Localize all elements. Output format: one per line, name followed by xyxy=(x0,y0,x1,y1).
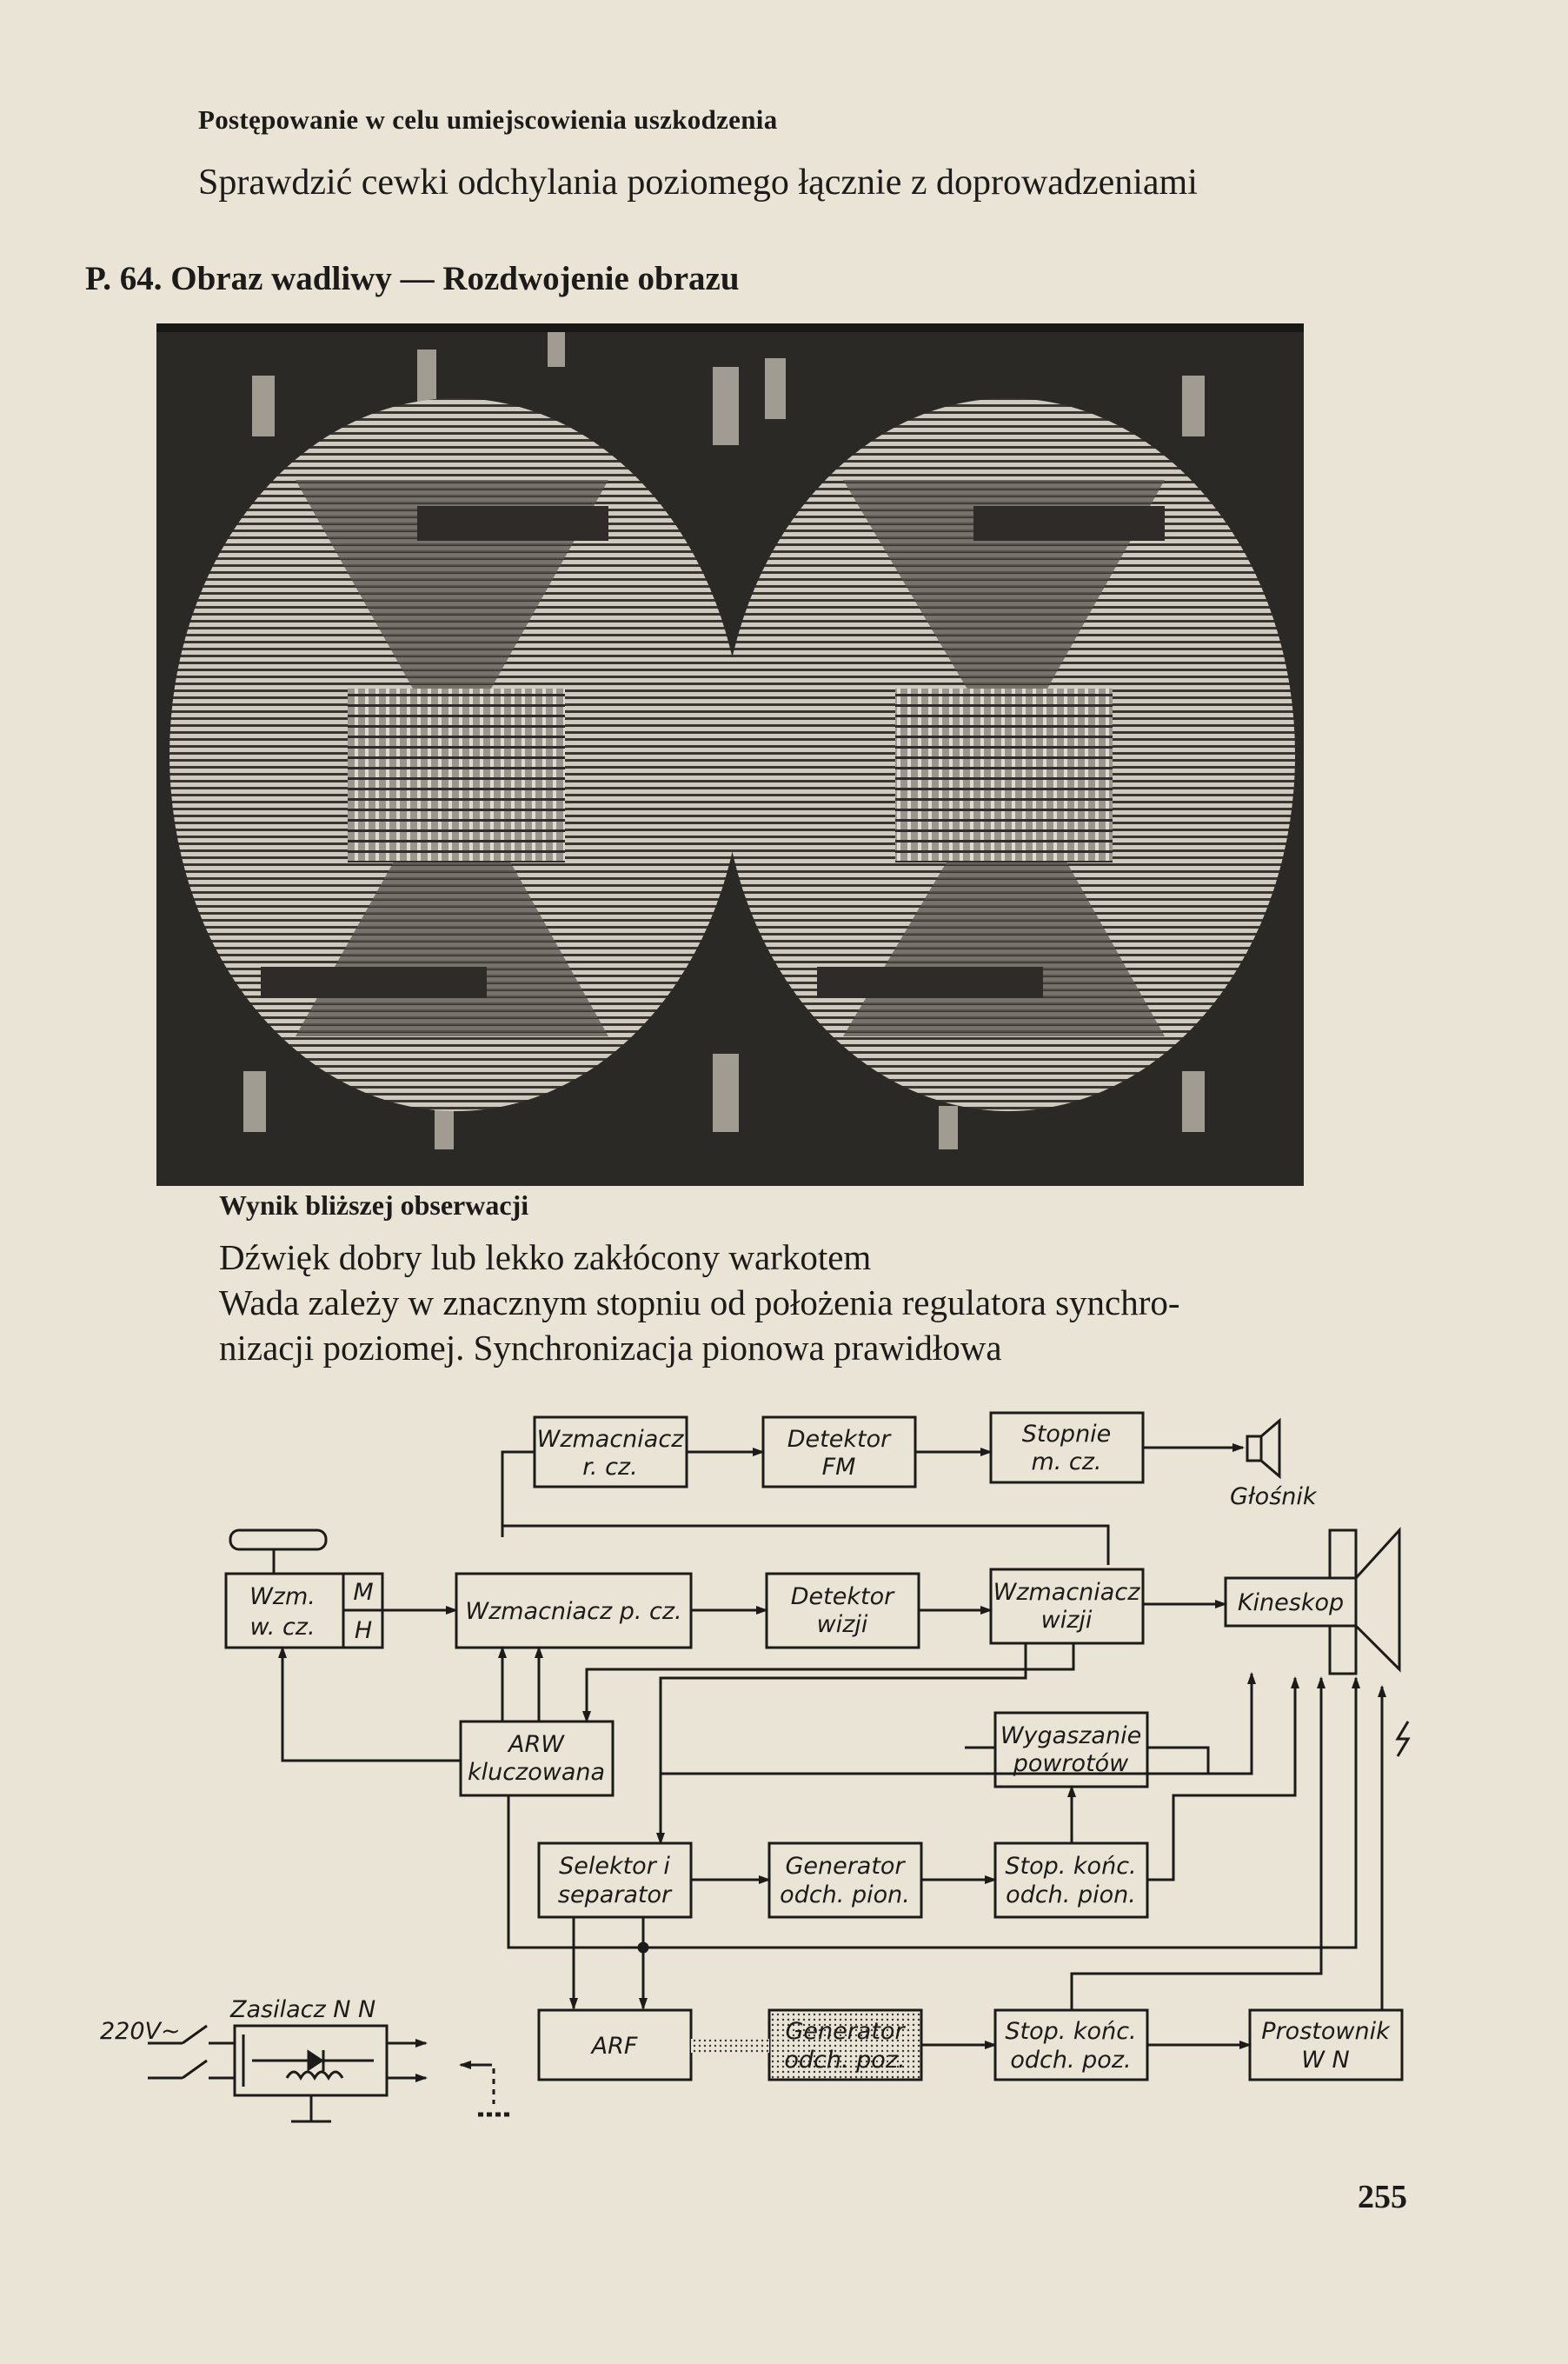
label-stop-poz-2: odch. poz. xyxy=(1010,2047,1132,2074)
label-gen-pion-2: odch. pion. xyxy=(780,1881,910,1908)
action-text: Sprawdzić cewki odchylania poziomego łącznie z doprowadzeniami xyxy=(198,163,1198,203)
label-wzm-wcz-2: w. cz. xyxy=(249,1614,316,1641)
section-label: Postępowanie w celu umiejscowienia uszkodzenia xyxy=(198,104,778,135)
label-stop-pion-2: odch. pion. xyxy=(1006,1881,1136,1908)
label-switch-h: H xyxy=(354,1617,373,1644)
label-glosnik: Głośnik xyxy=(1230,1483,1317,1510)
label-switch-m: M xyxy=(353,1579,374,1606)
label-detektor-fm-2: FM xyxy=(821,1454,856,1481)
picture-number: P. 64. xyxy=(85,260,163,297)
page-number: 255 xyxy=(1358,2179,1407,2215)
label-mains: 220V~ xyxy=(100,2018,181,2045)
picture-title xyxy=(85,259,740,298)
label-arw-2: kluczowana xyxy=(467,1759,606,1786)
label-arf: ARF xyxy=(591,2033,638,2060)
label-selektor-2: separator xyxy=(557,1881,672,1908)
label-kineskop: Kineskop xyxy=(1237,1589,1345,1616)
label-selektor-1: Selektor i xyxy=(559,1853,670,1880)
label-stop-pion-1: Stop. końc. xyxy=(1005,1853,1137,1880)
tv-screen-photo xyxy=(156,323,1304,1186)
label-wygaszanie-1: Wygaszanie xyxy=(1000,1722,1142,1749)
label-zasilacz: Zasilacz N N xyxy=(230,1996,376,2023)
tv-block-diagram xyxy=(87,1391,1443,2156)
label-wzm-rcz-2: r. cz. xyxy=(582,1454,638,1481)
observation-line-1: Dźwięk dobry lub lekko zakłócony warkotem xyxy=(219,1237,872,1277)
label-detektor-wizji-2: wizji xyxy=(816,1611,868,1638)
label-gen-pion-1: Generator xyxy=(785,1853,905,1880)
label-wzm-wcz-1: Wzm. xyxy=(249,1583,316,1610)
label-prostownik-1: Prostownik xyxy=(1261,2018,1390,2045)
label-wzm-wizji-2: wizji xyxy=(1040,1607,1093,1634)
label-wzm-pcz: Wzmacniacz p. cz. xyxy=(465,1598,682,1625)
label-stop-poz-1: Stop. końc. xyxy=(1005,2018,1137,2045)
picture-caption: Obraz wadliwy — Rozdwojenie obrazu xyxy=(170,260,740,297)
label-gen-poz-2: odch. poz. xyxy=(784,2047,906,2074)
label-detektor-wizji-1: Detektor xyxy=(790,1583,894,1610)
label-arw-1: ARW xyxy=(508,1731,564,1758)
label-wygaszanie-2: powrotów xyxy=(1013,1750,1129,1777)
observation-line-3: nizacji poziomej. Synchronizacja pionowa prawidłowa xyxy=(219,1328,1002,1368)
observation-heading: Wynik bliższej obserwacji xyxy=(219,1189,529,1221)
label-wzm-wizji-1: Wzmacniacz xyxy=(993,1579,1140,1606)
observation-line-2: Wada zależy w znacznym stopniu od położenia regulatora synchro- xyxy=(219,1282,1180,1322)
label-detektor-fm-1: Detektor xyxy=(787,1426,891,1453)
label-stopnie-2: m. cz. xyxy=(1031,1448,1102,1475)
label-stopnie-1: Stopnie xyxy=(1021,1421,1112,1448)
label-gen-poz-1: Generator xyxy=(785,2018,905,2045)
label-prostownik-2: W N xyxy=(1301,2047,1350,2074)
label-wzm-rcz-1: Wzmacniacz xyxy=(536,1426,684,1453)
